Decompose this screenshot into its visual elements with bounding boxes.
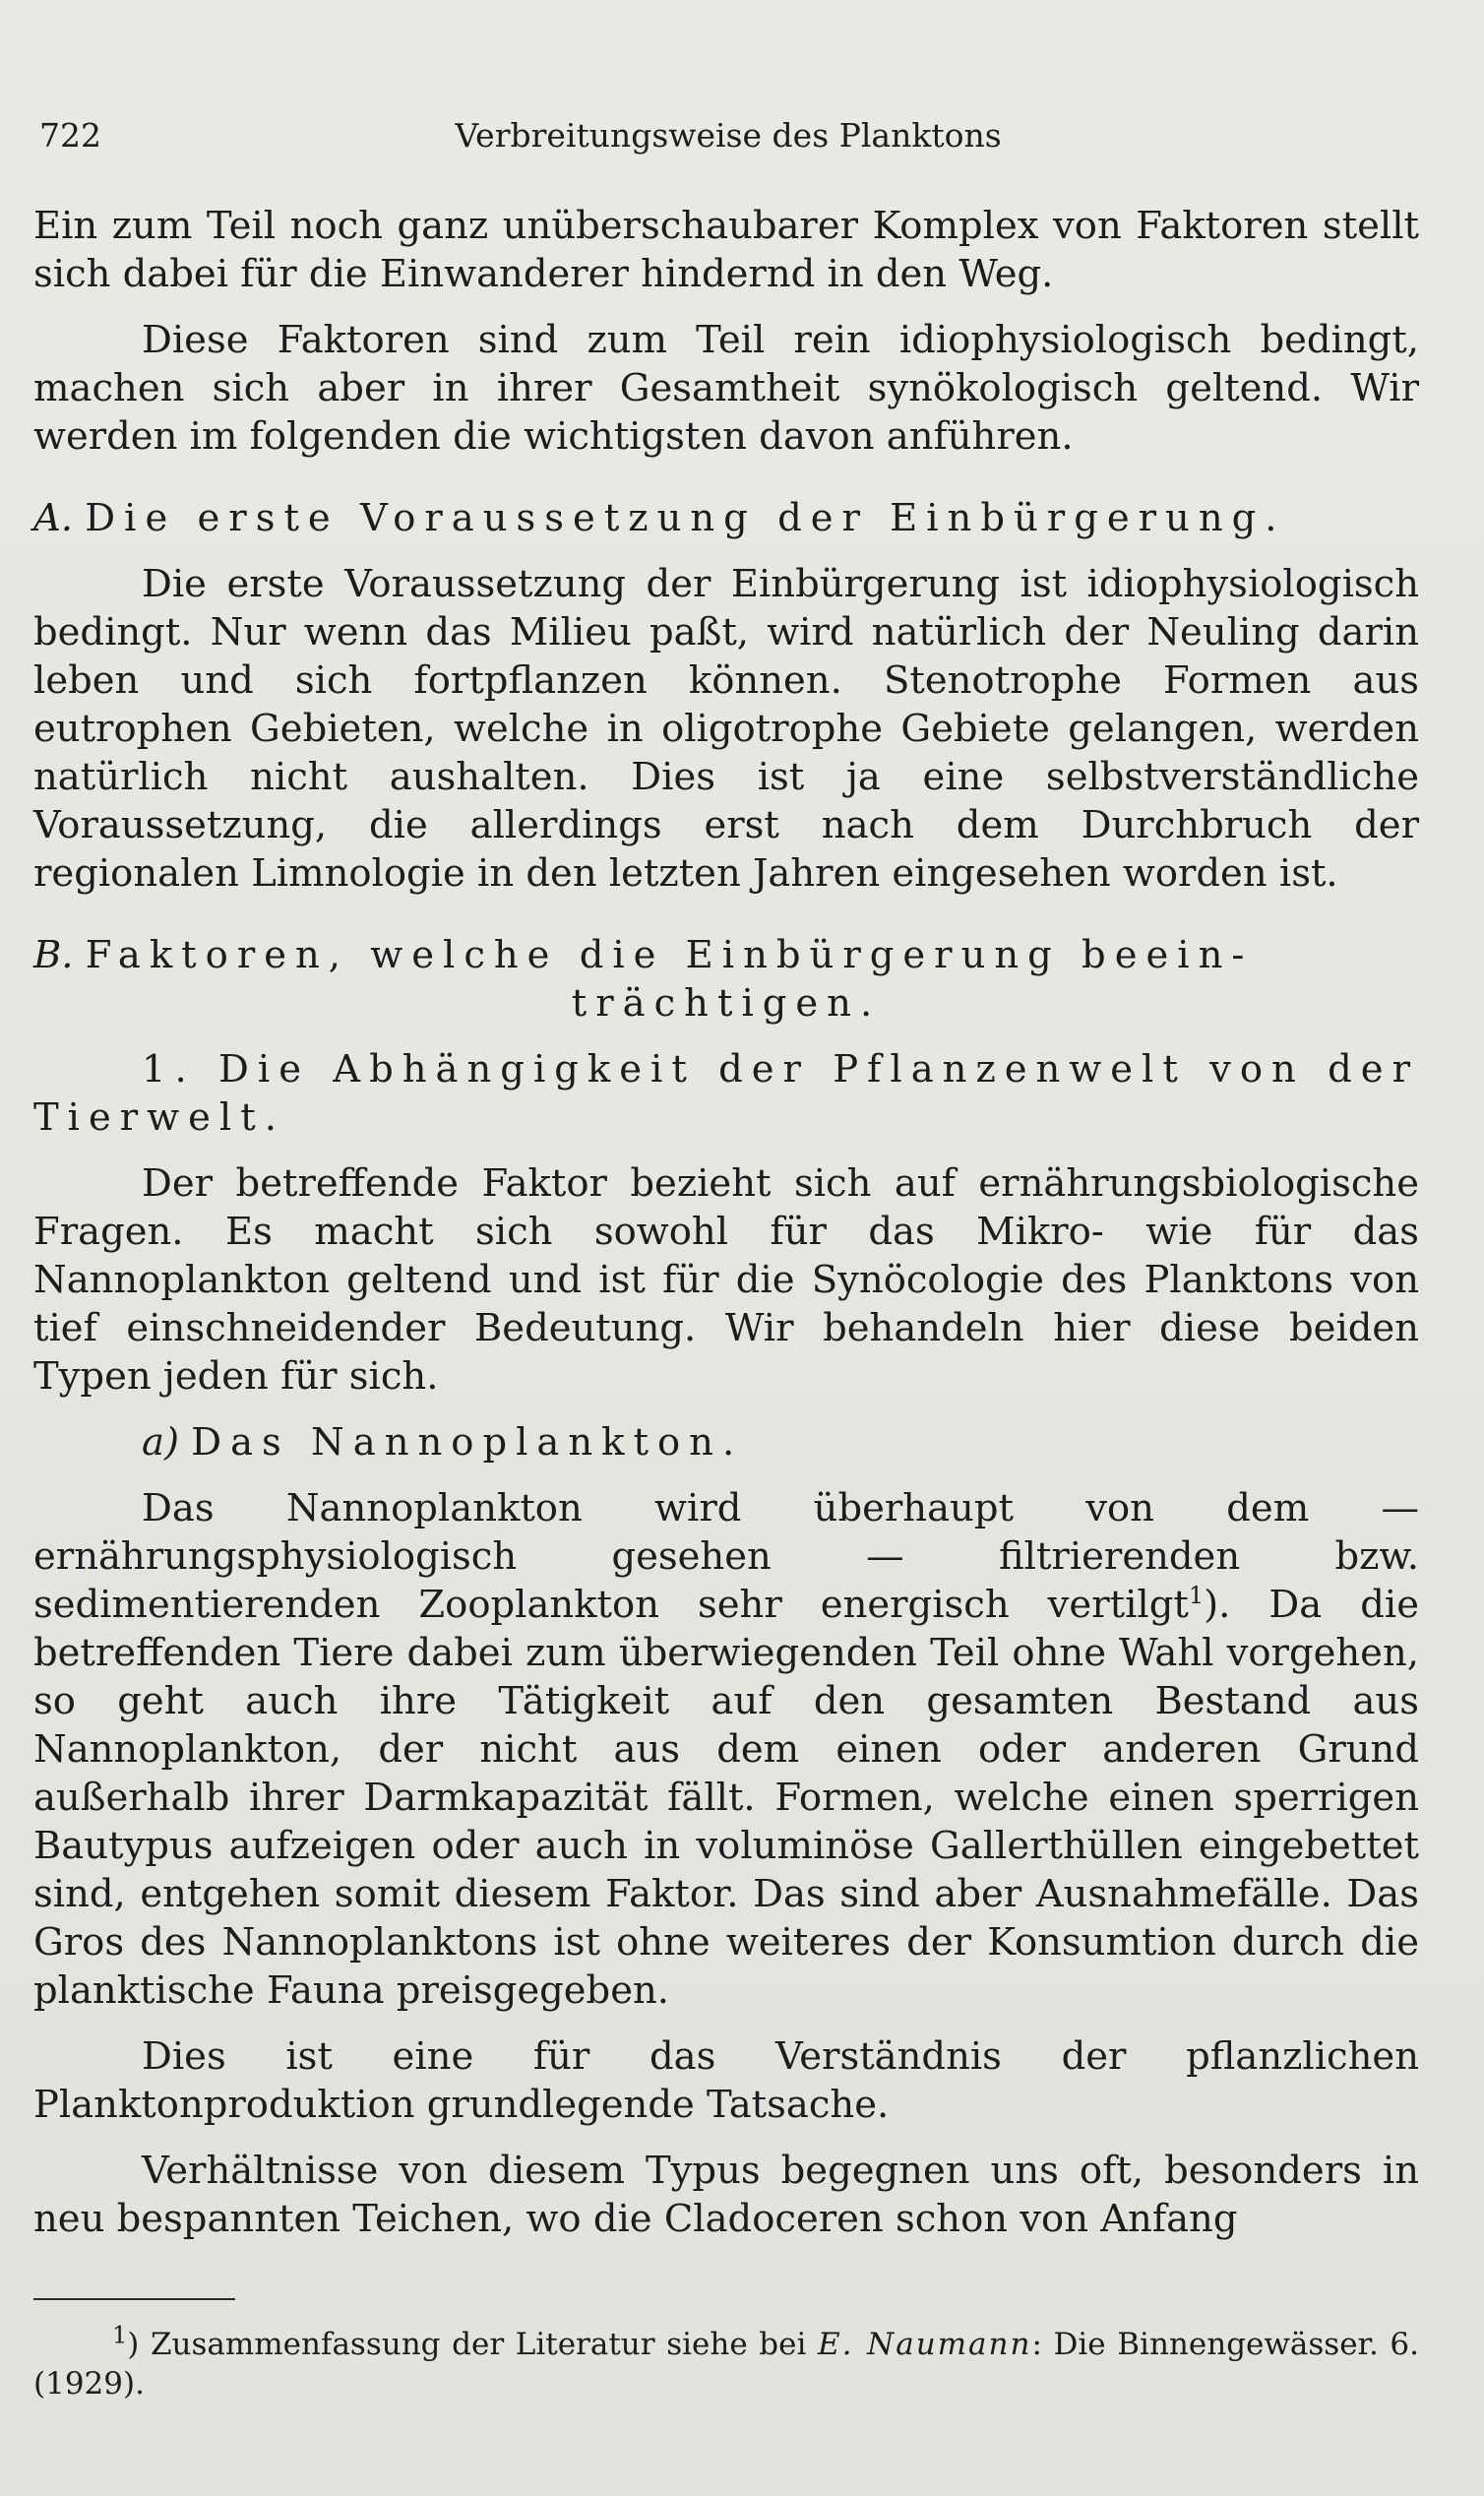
section-heading-a	[33, 494, 1419, 542]
paragraph-nannoplankton-end: ). Da die betreffenden Tiere dabei zum überwiegenden Teil ohne Wahl vorgehen, so geht auch ihre Tätigkeit auf den gesamten Bestand aus Nannoplankton, der nicht aus dem einen oder anderen Grund außerhalb ihrer Darmkapazität fällt. Formen, welche einen sperrigen Bautypus aufzeigen oder auch in voluminöse Gallerthüllen eingebettet sind, entgehen somit diesem Faktor. Das sind aber Ausnahmefälle. Das Gros des Nannoplanktons ist ohne weiteres der Konsumtion durch die planktische Fauna preisgegeben.	[33, 1583, 1419, 2013]
running-title: Verbreitungsweise des Planktons	[455, 116, 1002, 155]
paragraph-conditions: Verhältnisse von diesem Typus begegnen uns oft, besonders in neu bespannten Teichen, wo die Cladoceren schon von Anfang	[33, 2149, 1419, 2241]
section-title-a: Die erste Voraussetzung der Einbürgerung.	[85, 496, 1286, 540]
subsection-heading-a	[33, 1418, 1419, 1466]
paragraph-nannoplankton-start: Das Nannoplankton wird überhaupt von dem — ernährungsphysiologisch gesehen — filtrierenden bzw. sedimentierenden Zooplankton sehr energisch vertilgt	[33, 1486, 1419, 1627]
subsection-title-a: Das Nannoplankton.	[191, 1420, 744, 1465]
page-body	[33, 202, 1419, 2243]
paragraph-factors: Diese Faktoren sind zum Teil rein idiophysiologisch bedingt, machen sich aber in ihrer Gesamtheit synökologisch geltend. Wir werden im folgenden die wichtigsten davon anführen.	[33, 318, 1419, 459]
subsection-heading-1: 1. Die Abhängigkeit der Pflanzenwelt von der Tierwelt.	[33, 1047, 1419, 1140]
section-label-a: A.	[33, 496, 74, 540]
paragraph-intro: Ein zum Teil noch ganz unüberschaubarer Komplex von Faktoren stellt sich dabei für die Einwanderer hindernd in den Weg.	[33, 204, 1419, 296]
section-title-b-line1: Faktoren, welche die Einbürgerung beein-	[85, 933, 1254, 977]
footnote-author: E. Naumann	[818, 2327, 1032, 2362]
footnote-rule	[33, 2298, 235, 2300]
page-header	[39, 116, 1417, 165]
footnote-text-end: : Die Binnengewässer. 6. (1929).	[33, 2327, 1420, 2402]
section-title-b-line2: trächtigen.	[571, 981, 882, 1026]
paragraph-subsection-1: Der betreffende Faktor bezieht sich auf ernährungsbiologische Fragen. Es macht sich sowohl für das Mikro- wie für das Nannoplankton geltend und ist für die Synöcologie des Planktons von tief einschneidender Bedeutung. Wir behandeln hier diese beiden Typen jeden für sich.	[33, 1161, 1419, 1399]
paragraph-section-a: Die erste Voraussetzung der Einbürgerung ist idiophysiologisch bedingt. Nur wenn das Milieu paßt, wird natürlich der Neuling darin leben und sich fortpflanzen können. Stenotrophe Formen aus eutrophen Gebieten, welche in oligotrophe Gebiete gelangen, werden natürlich nicht aushalten. Dies ist ja eine selbstverständliche Voraussetzung, die allerdings erst nach dem Durchbruch der regionalen Limnologie in den letzten Jahren eingesehen worden ist.	[33, 562, 1419, 896]
footnote-text-start: ) Zusammenfassung der Literatur siehe bei	[127, 2327, 818, 2362]
footnote-marker: 1	[112, 2321, 128, 2349]
paragraph-fact: Dies ist eine für das Verständnis der pflanzlichen Planktonproduktion grundlegende Tatsache.	[33, 2034, 1419, 2127]
section-heading-b	[33, 931, 1419, 1028]
paragraph-nannoplankton	[33, 1484, 1419, 2015]
subsection-label-a: a)	[142, 1420, 179, 1465]
page-number: 722	[39, 116, 101, 155]
section-label-b: B.	[33, 933, 74, 977]
footnote	[33, 2321, 1420, 2403]
footnote-reference: 1	[1188, 1582, 1205, 1610]
